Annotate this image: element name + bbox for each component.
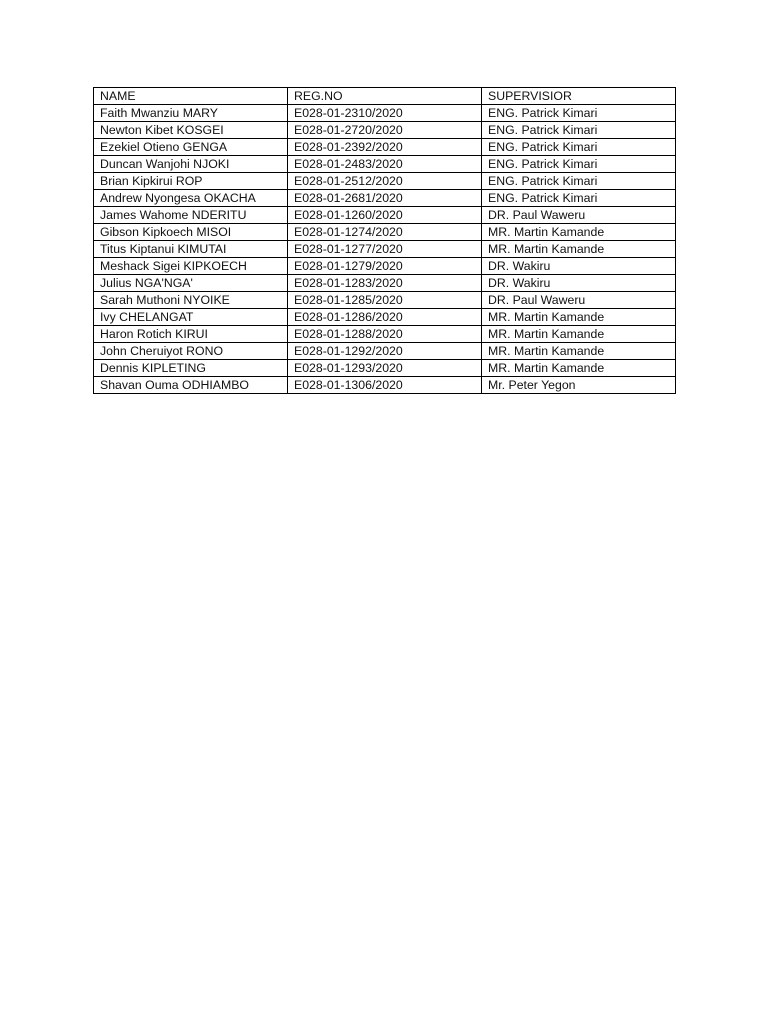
- cell-reg-no: E028-01-1260/2020: [288, 207, 482, 224]
- cell-name: Duncan Wanjohi NJOKI: [94, 156, 288, 173]
- cell-reg-no: E028-01-1286/2020: [288, 309, 482, 326]
- table-row: [94, 309, 676, 326]
- cell-name: Andrew Nyongesa OKACHA: [94, 190, 288, 207]
- cell-reg-no: E028-01-2512/2020: [288, 173, 482, 190]
- header-name: NAME: [94, 88, 288, 105]
- cell-reg-no: E028-01-1279/2020: [288, 258, 482, 275]
- cell-name: James Wahome NDERITU: [94, 207, 288, 224]
- cell-name: Julius NGA'NGA': [94, 275, 288, 292]
- table-row: [94, 105, 676, 122]
- cell-name: Ivy CHELANGAT: [94, 309, 288, 326]
- cell-supervisor: MR. Martin Kamande: [482, 343, 676, 360]
- cell-reg-no: E028-01-2310/2020: [288, 105, 482, 122]
- cell-name: Newton Kibet KOSGEI: [94, 122, 288, 139]
- table-row: [94, 326, 676, 343]
- cell-supervisor: MR. Martin Kamande: [482, 241, 676, 258]
- table-body: [94, 105, 676, 394]
- cell-name: Gibson Kipkoech MISOI: [94, 224, 288, 241]
- cell-supervisor: DR. Paul Waweru: [482, 207, 676, 224]
- table-row: [94, 360, 676, 377]
- cell-name: Meshack Sigei KIPKOECH: [94, 258, 288, 275]
- cell-reg-no: E028-01-1285/2020: [288, 292, 482, 309]
- table-row: [94, 139, 676, 156]
- cell-reg-no: E028-01-1283/2020: [288, 275, 482, 292]
- cell-reg-no: E028-01-2392/2020: [288, 139, 482, 156]
- cell-reg-no: E028-01-2681/2020: [288, 190, 482, 207]
- table-row: [94, 190, 676, 207]
- cell-name: John Cheruiyot RONO: [94, 343, 288, 360]
- table-row: [94, 275, 676, 292]
- cell-reg-no: E028-01-1293/2020: [288, 360, 482, 377]
- cell-supervisor: Mr. Peter Yegon: [482, 377, 676, 394]
- cell-supervisor: MR. Martin Kamande: [482, 326, 676, 343]
- cell-reg-no: E028-01-2720/2020: [288, 122, 482, 139]
- table-row: [94, 292, 676, 309]
- cell-name: Faith Mwanziu MARY: [94, 105, 288, 122]
- table-row: [94, 224, 676, 241]
- cell-name: Brian Kipkirui ROP: [94, 173, 288, 190]
- cell-reg-no: E028-01-1274/2020: [288, 224, 482, 241]
- cell-name: Dennis KIPLETING: [94, 360, 288, 377]
- cell-supervisor: ENG. Patrick Kimari: [482, 139, 676, 156]
- table-row: [94, 343, 676, 360]
- cell-supervisor: ENG. Patrick Kimari: [482, 156, 676, 173]
- table-row: [94, 377, 676, 394]
- table-row: [94, 258, 676, 275]
- cell-reg-no: E028-01-1306/2020: [288, 377, 482, 394]
- table-header-row: [94, 88, 676, 105]
- cell-name: Sarah Muthoni NYOIKE: [94, 292, 288, 309]
- cell-reg-no: E028-01-2483/2020: [288, 156, 482, 173]
- cell-supervisor: DR. Wakiru: [482, 258, 676, 275]
- header-supervisor: SUPERVISIOR: [482, 88, 676, 105]
- cell-reg-no: E028-01-1292/2020: [288, 343, 482, 360]
- cell-name: Ezekiel Otieno GENGA: [94, 139, 288, 156]
- cell-reg-no: E028-01-1288/2020: [288, 326, 482, 343]
- table-row: [94, 241, 676, 258]
- cell-supervisor: ENG. Patrick Kimari: [482, 190, 676, 207]
- cell-reg-no: E028-01-1277/2020: [288, 241, 482, 258]
- cell-name: Shavan Ouma ODHIAMBO: [94, 377, 288, 394]
- header-reg-no: REG.NO: [288, 88, 482, 105]
- table-header: [94, 88, 676, 105]
- table-row: [94, 122, 676, 139]
- table-row: [94, 173, 676, 190]
- cell-supervisor: MR. Martin Kamande: [482, 309, 676, 326]
- cell-supervisor: MR. Martin Kamande: [482, 224, 676, 241]
- cell-name: Titus Kiptanui KIMUTAI: [94, 241, 288, 258]
- cell-supervisor: ENG. Patrick Kimari: [482, 105, 676, 122]
- cell-supervisor: DR. Paul Waweru: [482, 292, 676, 309]
- cell-supervisor: ENG. Patrick Kimari: [482, 173, 676, 190]
- supervisor-table: [93, 87, 676, 394]
- cell-supervisor: ENG. Patrick Kimari: [482, 122, 676, 139]
- table-row: [94, 207, 676, 224]
- cell-name: Haron Rotich KIRUI: [94, 326, 288, 343]
- cell-supervisor: MR. Martin Kamande: [482, 360, 676, 377]
- cell-supervisor: DR. Wakiru: [482, 275, 676, 292]
- table-row: [94, 156, 676, 173]
